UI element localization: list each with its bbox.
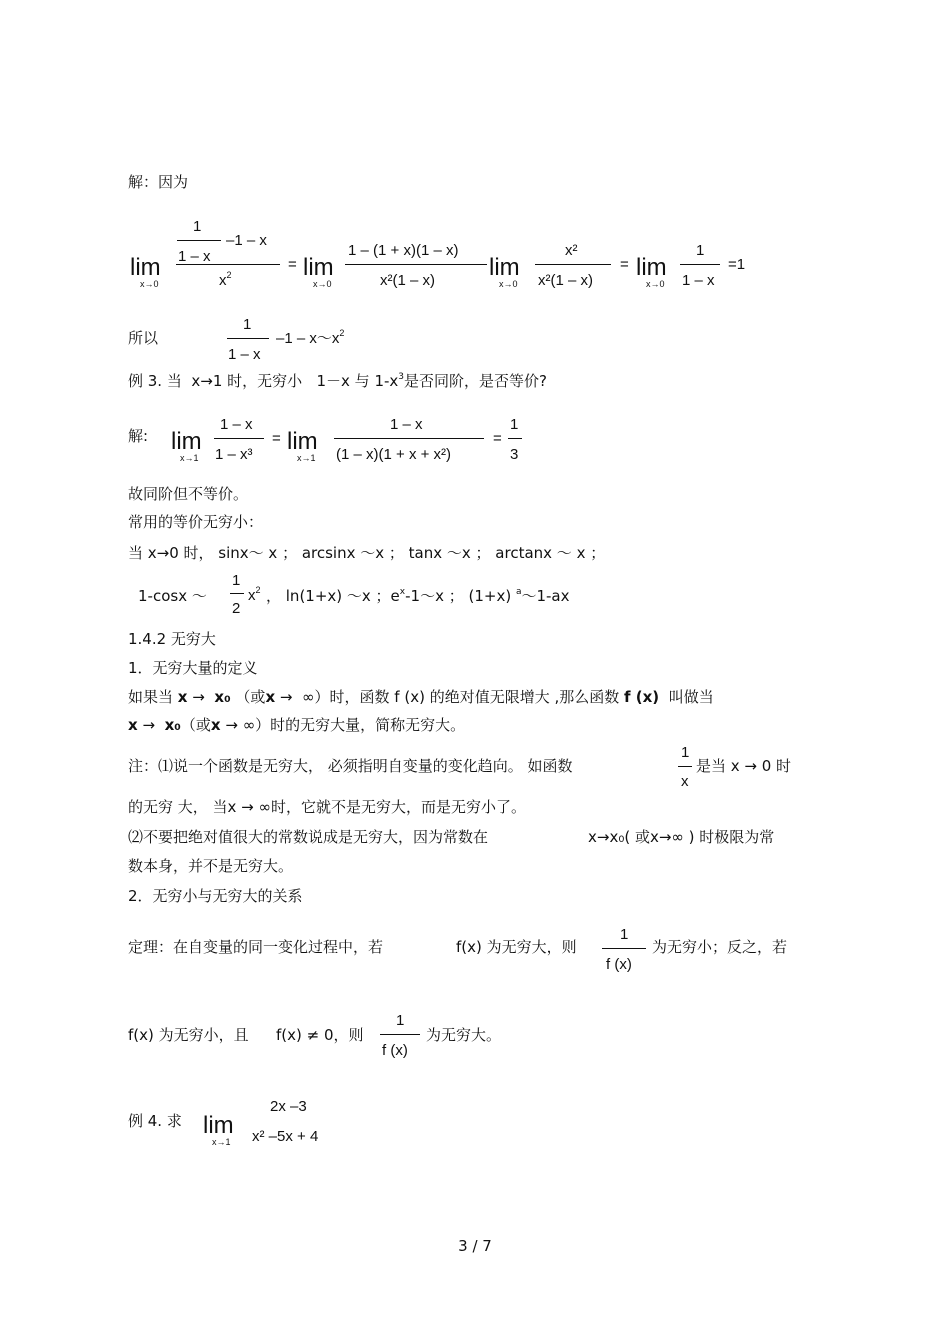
equals-sign: = <box>272 430 281 447</box>
ex4-denominator: x² –5x + 4 <box>252 1128 319 1145</box>
recip-bar <box>678 766 692 767</box>
theorem-line-2-b: f(x) ≠ 0，则 <box>276 1026 364 1044</box>
denominator-4: 1 – x <box>682 272 715 289</box>
example-4: 例 4. 求 <box>128 1112 182 1130</box>
ex3-numerator-2: 1 – x <box>390 416 423 433</box>
so-equivalence: $-1 - x\sim x^2$ <box>276 328 345 347</box>
lim-symbol: lim <box>203 1112 234 1139</box>
conclusion: 故同阶但不等价。 <box>128 485 249 503</box>
thm-numerator: 1 <box>620 926 629 943</box>
definition-line-2: x → x₀（或x → ∞）时的无穷大量，简称无穷大。 <box>128 716 466 734</box>
recip-numerator: 1 <box>681 744 690 761</box>
so-numerator: 1 <box>243 316 252 333</box>
lim-symbol: lim <box>130 254 161 281</box>
denominator-3: x²(1 – x) <box>538 272 594 289</box>
definition-line-1: 如果当 x → x₀ （或x → ∞）时，函数 f (x) 的绝对值无限增大 ,那么函数 f (x) 叫做当 <box>128 688 714 706</box>
ex3-denominator: 1 – x³ <box>215 446 253 463</box>
lim-symbol: lim <box>636 254 667 281</box>
numerator-3: x² <box>565 242 578 259</box>
equals-sign: = <box>493 430 502 447</box>
half-numerator: 1 <box>232 572 241 589</box>
ex3-result-numerator: 1 <box>510 416 519 433</box>
lim-symbol: lim <box>287 428 318 455</box>
equals-sign: = <box>620 256 629 273</box>
thm-denominator: f (x) <box>606 956 632 973</box>
lim-subscript: x→1 <box>297 453 316 463</box>
result: =1 <box>728 256 746 273</box>
fraction-bar-4 <box>680 264 720 265</box>
equivalents-row-2-rest: ， ln(1+x) ～x ；$e^x-1\sim x$ ； (1+x) $^a$～1-ax <box>266 587 570 605</box>
theorem-line-1-b: f(x) 为无穷大，则 <box>456 938 577 956</box>
so-denominator: 1 – x <box>228 346 261 363</box>
relation-title: 2．无穷小与无穷大的关系 <box>128 887 303 905</box>
recip-denominator: x <box>681 773 689 790</box>
solution-label: 解：因为 <box>128 173 189 191</box>
example-3: 例 3. 当 x→1 时，无穷小 1－x 与 $1-x^3$是否同阶，是否等价? <box>128 372 547 390</box>
lim-symbol: lim <box>171 428 202 455</box>
thm2-bar <box>380 1034 420 1035</box>
note-2-tail: x→x₀( 或x→∞ ) 时极限为常 <box>588 828 775 846</box>
lim-subscript: x→0 <box>140 279 159 289</box>
equals-sign: = <box>288 256 297 273</box>
thm-bar <box>602 948 646 949</box>
x-squared: $x^2$ <box>248 585 261 604</box>
lim-symbol: lim <box>489 254 520 281</box>
ex3-result-bar <box>508 438 522 439</box>
theorem-line-2-c: 为无穷大。 <box>426 1026 502 1044</box>
lim-subscript: x→1 <box>180 453 199 463</box>
lim-subscript: x→0 <box>499 279 518 289</box>
fraction-bar-2 <box>345 264 487 265</box>
note-1: 注：⑴说一个函数是无穷大， 必须指明自变量的变化趋向。 如函数 <box>128 757 573 775</box>
ex4-numerator: 2x –3 <box>270 1098 307 1115</box>
note-2: ⑵不要把绝对值很大的常数说成是无穷大，因为常数在 <box>128 828 489 846</box>
ex3-fraction-bar-2 <box>334 438 484 439</box>
inner-fraction-bar <box>177 240 221 241</box>
half-bar <box>230 593 244 594</box>
inner-denominator: 1 – x <box>178 248 211 265</box>
definition-title: 1．无穷大量的定义 <box>128 659 258 677</box>
lim-subscript: x→0 <box>646 279 665 289</box>
theorem-line-2: f(x) 为无穷小，且 <box>128 1026 249 1044</box>
note-1-tail: 是当 x → 0 时 <box>696 757 792 775</box>
numerator-4: 1 <box>696 242 705 259</box>
so-fraction-bar <box>227 338 269 339</box>
note-1-cont: 的无穷 大， 当x → ∞时，它就不是无穷大，而是无穷小了。 <box>128 798 527 816</box>
ex3-denominator-2: (1 – x)(1 + x + x²) <box>336 446 452 463</box>
section-heading: 1.4.2 无穷大 <box>128 630 216 648</box>
therefore-label: 所以 <box>128 329 159 347</box>
thm2-numerator: 1 <box>396 1012 405 1029</box>
equivalents-row-2: 1-cosx ～ <box>138 587 207 605</box>
minus-term: –1 – x <box>226 232 267 249</box>
lim-subscript: x→0 <box>313 279 332 289</box>
page-number: 3 / 7 <box>458 1237 492 1255</box>
common-equivalents-title: 常用的等价无穷小： <box>128 513 264 531</box>
numerator-2: 1 – (1 + x)(1 – x) <box>348 242 459 259</box>
solution-label-2: 解: <box>128 427 149 445</box>
ex3-result-denominator: 3 <box>510 446 519 463</box>
ex3-fraction-bar <box>214 438 264 439</box>
ex3-numerator: 1 – x <box>220 416 253 433</box>
inner-numerator: 1 <box>193 218 202 235</box>
denominator-2: x²(1 – x) <box>380 272 436 289</box>
theorem-line-1-c: 为无穷小；反之，若 <box>652 938 788 956</box>
main-denominator: $x^2$ <box>219 270 232 289</box>
theorem-line-1: 定理：在自变量的同一变化过程中，若 <box>128 938 384 956</box>
half-denominator: 2 <box>232 600 241 617</box>
lim-symbol: lim <box>303 254 334 281</box>
equivalents-row-1: 当 x→0 时， sinx～ x ； arcsinx ～x ； tanx ～x ； arctanx ～ x ； <box>128 544 606 562</box>
thm2-denominator: f (x) <box>382 1042 408 1059</box>
fraction-bar-3 <box>535 264 611 265</box>
note-2-cont: 数本身，并不是无穷大。 <box>128 857 294 875</box>
main-fraction-bar <box>176 264 280 265</box>
lim-subscript: x→1 <box>212 1137 231 1147</box>
